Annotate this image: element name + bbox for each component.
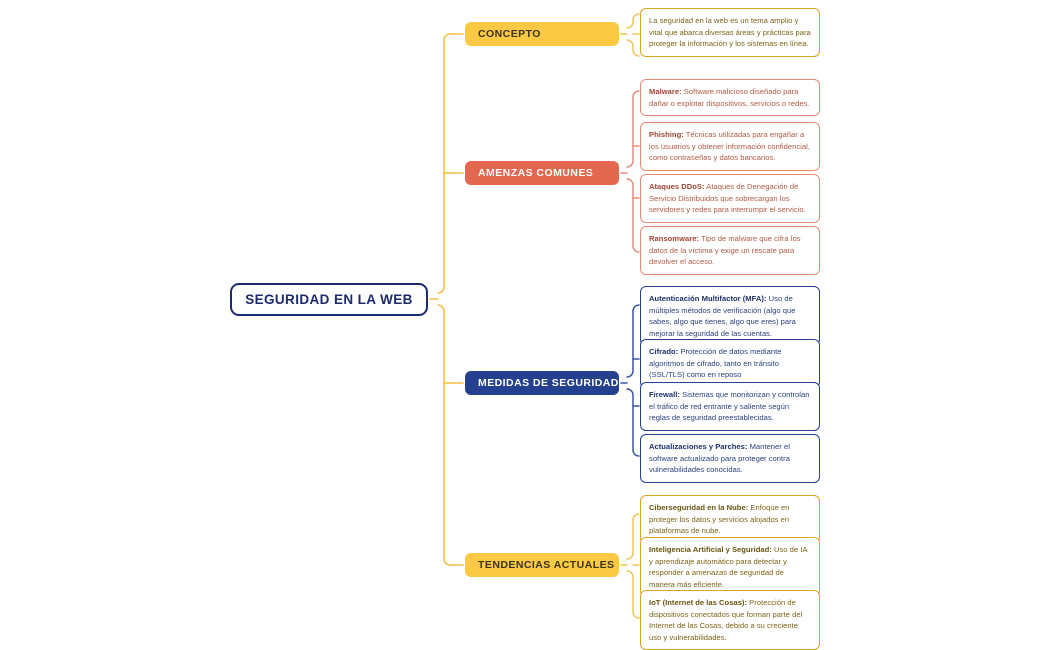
medidas-bracket-connector <box>621 305 639 456</box>
leaf-card-term: Ciberseguridad en la Nube: <box>649 503 749 512</box>
branch-label-concepto: CONCEPTO <box>478 28 541 40</box>
leaf-card-text: Mantener el software actualizado para proteger contra vulnerabilidades conocidas. <box>649 442 790 475</box>
leaf-card-text: Software malicioso diseñado para dañar o explotar dispositivos, servicios o redes. <box>649 87 810 108</box>
leaf-card-term: Malware: <box>649 87 682 96</box>
leaf-card-text: Protección de dispositivos conectados que forman parte del Internet de las Cosas, debido a su creciente uso y vulnerabilidades. <box>649 598 803 642</box>
leaf-card-term: Actualizaciones y Parches: <box>649 442 748 451</box>
branch-pill-amenazas[interactable] <box>465 161 619 185</box>
branch-pill-medidas[interactable] <box>465 371 619 395</box>
root-node[interactable] <box>230 283 428 316</box>
leaf-card-ransomware[interactable] <box>640 226 820 275</box>
leaf-card-text: Técnicas utilizadas para engañar a los usuarios y obtener información confidencial, como contraseñas y datos bancarios. <box>649 130 810 163</box>
branch-label-medidas: MEDIDAS DE SEGURIDAD <box>478 377 619 389</box>
leaf-card-term: IoT (Internet de las Cosas): <box>649 598 748 607</box>
leaf-card-term: Autenticación Multifactor (MFA): <box>649 294 767 303</box>
leaf-card-iot[interactable] <box>640 590 820 650</box>
concepto-bracket-connector <box>621 14 639 56</box>
leaf-card-concepto-1[interactable] <box>640 8 820 57</box>
leaf-card-text: Protección de datos mediante algoritmos de cifrado, tanto en tránsito (SSL/TLS) como en reposo <box>649 347 782 380</box>
leaf-card-term: Firewall: <box>649 390 680 399</box>
leaf-card-text: La seguridad en la web es un tema amplio y vital que abarca diversas áreas y prácticas para proteger la información y los sistemas en línea. <box>649 16 811 49</box>
leaf-card-cifrado[interactable] <box>640 339 820 388</box>
leaf-card-text: Tipo de malware que cifra los datos de la víctima y exige un rescate para devolver el acceso. <box>649 234 801 267</box>
leaf-card-text: Enfoque en proteger los datos y servicios alojados en plataformas de nube. <box>649 503 790 536</box>
leaf-card-firewall[interactable] <box>640 382 820 431</box>
leaf-card-text: Ataques de Denegación de Servicio Distribuidos que sobrecargan los servidores y redes para interrumpir el servicio. <box>649 182 806 215</box>
root-node-label: SEGURIDAD EN LA WEB <box>245 292 413 307</box>
leaf-card-ia[interactable] <box>640 537 820 597</box>
leaf-card-text: Uso de IA y aprendizaje automático para detectar y responder a amenazas de seguridad de manera más eficiente. <box>649 545 808 589</box>
tendencias-bracket-connector <box>621 514 639 618</box>
branch-pill-concepto[interactable] <box>465 22 619 46</box>
leaf-card-mfa[interactable] <box>640 286 820 346</box>
leaf-card-term: Ataques DDoS: <box>649 182 705 191</box>
leaf-card-malware[interactable] <box>640 79 820 116</box>
leaf-card-ddos[interactable] <box>640 174 820 223</box>
leaf-card-term: Inteligencia Artificial y Seguridad: <box>649 545 772 554</box>
leaf-card-phishing[interactable] <box>640 122 820 171</box>
leaf-card-text: Sistemas que monitorizan y controlan el tráfico de red entrante y saliente según reglas de seguridad preestablecidas. <box>649 390 810 423</box>
leaf-card-term: Phishing: <box>649 130 684 139</box>
leaf-card-term: Ransomware: <box>649 234 700 243</box>
root-bracket-connector <box>430 34 463 565</box>
branch-pill-tendencias[interactable] <box>465 553 619 577</box>
branch-label-amenazas: AMENZAS COMUNES <box>478 167 594 179</box>
branch-label-tendencias: TENDENCIAS ACTUALES <box>478 559 615 571</box>
leaf-card-term: Cifrado: <box>649 347 679 356</box>
leaf-card-text: Uso de múltiples métodos de verificación (algo que sabes, algo que tienes, algo que eres) para mejorar la seguridad de las cuentas. <box>649 294 796 338</box>
amenazas-bracket-connector <box>621 91 639 252</box>
leaf-card-actualizaciones[interactable] <box>640 434 820 483</box>
